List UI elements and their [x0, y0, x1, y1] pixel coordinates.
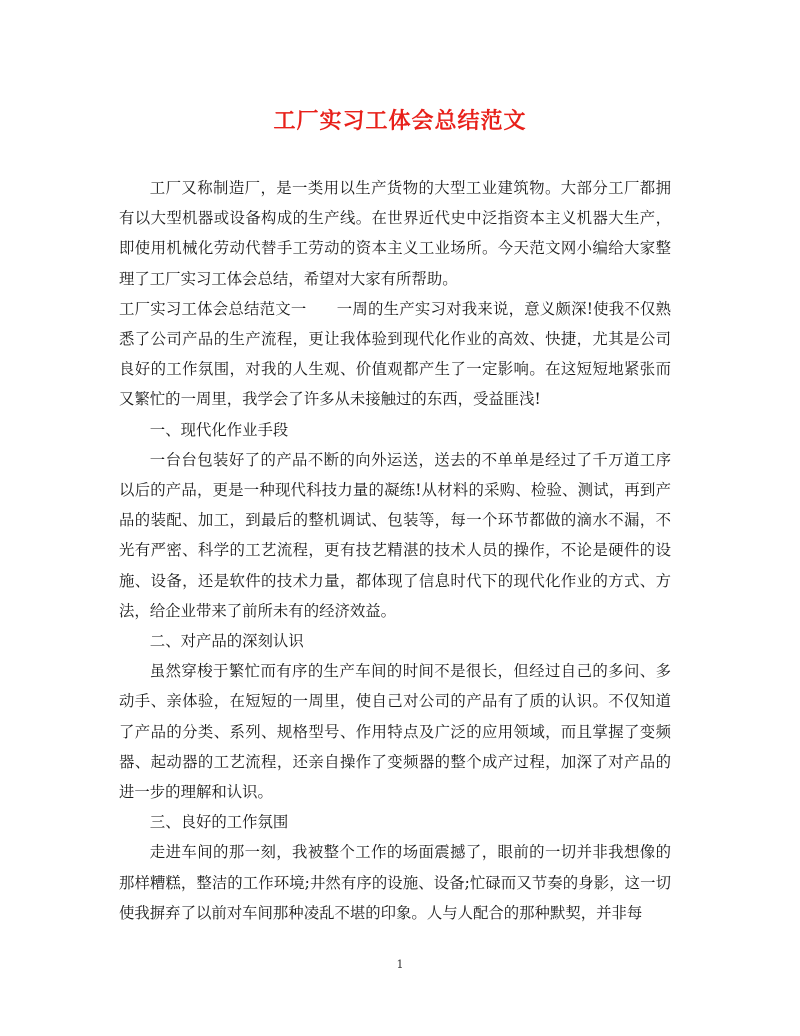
- heading-product-understanding: 二、对产品的深刻认识: [149, 632, 304, 651]
- heading-work-atmosphere: 三、良好的工作氛围: [149, 813, 289, 832]
- paragraph-work-atmosphere: 走进车间的那一刻，我被整个工作的场面震撼了，眼前的一切并非我想像的那样糟糕，整洁的工作环境;井然有序的设施、设备;忙碌而又节奏的身影，这一切使我摒弃了以前对车间那种凌乱不堪的印象。人与人配合的那种默契，并非每: [119, 843, 671, 922]
- heading-modern-operations: 一、现代化作业手段: [149, 420, 289, 439]
- paragraph-product-understanding: 虽然穿梭于繁忙而有序的生产车间的时间不是很长，但经过自己的多问、多动手、亲体验，在短短的一周里，使自己对公司的产品有了质的认识。不仅知道了产品的分类、系列、规格型号、作用特点及广泛的应用领域，而且掌握了变频器、起动器的工艺流程，还亲自操作了变频器的整个成产过程，加深了对产品的进一步的理解和认识。: [119, 662, 671, 802]
- page-number: 1: [396, 958, 404, 971]
- section-one-label: 工厂实习工体会总结范文一: [119, 299, 307, 318]
- paragraph-modern-operations: 一台台包装好了的产品不断的向外运送，送去的不单单是经过了千万道工序以后的产品，更是一种现代科技力量的凝练!从材料的采购、检验、测试，再到产品的装配、加工，到最后的整机调试、包装等，每一个环节都做的滴水不漏，不光有严密、科学的工艺流程，更有技艺精湛的技术人员的操作，不论是硬件的设施、设备，还是软件的技术力量，都体现了信息时代下的现代化作业的方式、方法，给企业带来了前所未有的经济效益。: [119, 450, 671, 620]
- section-one-paragraph: [119, 294, 671, 415]
- intro-paragraph: 工厂又称制造厂，是一类用以生产货物的大型工业建筑物。大部分工厂都拥有以大型机器或设备构成的生产线。在世界近代史中泛指资本主义机器大生产，即使用机械化劳动代替手工劳动的资本主义工业场所。今天范文网小编给大家整理了工厂实习工体会总结，希望对大家有所帮助。: [119, 179, 671, 288]
- section-one-text: 一周的生产实习对我来说，意义颇深!使我不仅熟悉了公司产品的生产流程，更让我体验到现代化作业的高效、快捷，尤其是公司良好的工作氛围，对我的人生观、价值观都产生了一定影响。在这短短地紧张而又繁忙的一周里，我学会了许多从未接触过的东西，受益匪浅!: [119, 299, 671, 409]
- document-title: 工厂实习工体会总结范文: [273, 108, 527, 134]
- document-body: [119, 173, 671, 928]
